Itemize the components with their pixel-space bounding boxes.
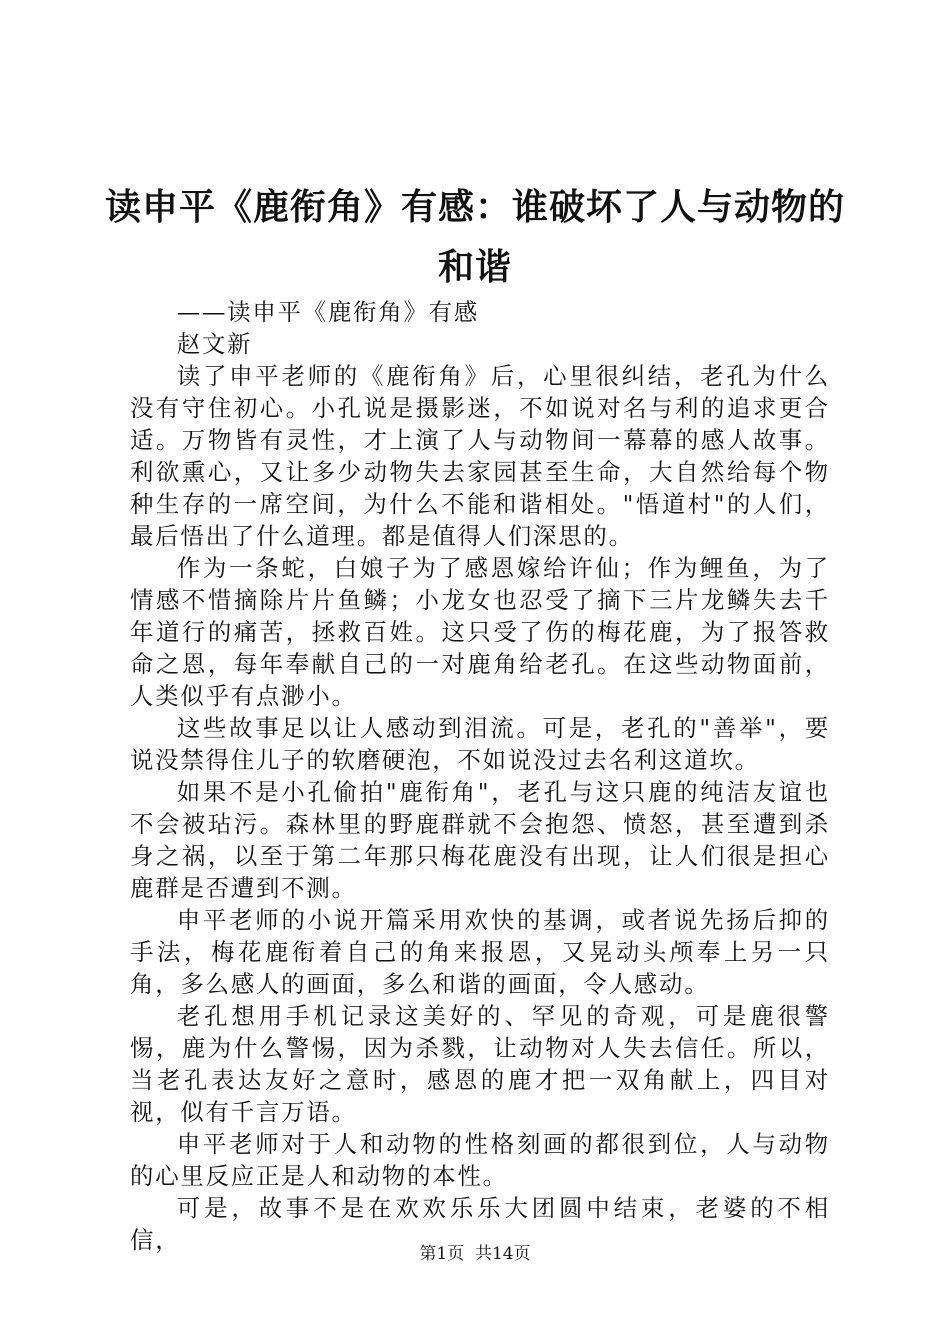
- paragraph: 老孔想用手机记录这美好的、罕见的奇观，可是鹿很警惕，鹿为什么警惕，因为杀戮，让动物对人失去信任。所以，当老孔表达友好之意时，感恩的鹿才把一双角献上，四目对视，似有千言万语。: [130, 1002, 830, 1126]
- page-footer: [0, 1243, 950, 1265]
- paragraph: 读了申平老师的《鹿衔角》后，心里很纠结，老孔为什么没有守住初心。小孔说是摄影迷，不如说对名与利的追求更合适。万物皆有灵性，才上演了人与动物间一幕幕的感人故事。利欲熏心，又让多少动物失去家园甚至生命，大自然给每个物种生存的一席空间，为什么不能和谐相处。"悟道村"的人们，最后悟出了什么道理。都是值得人们深思的。: [130, 362, 830, 550]
- author: 赵文新: [176, 330, 253, 358]
- subtitle: ——读申平《鹿衔角》有感: [176, 298, 480, 326]
- page-number: 第1页 共14页: [419, 1244, 531, 1264]
- document-title-line-2: 和谐: [437, 247, 512, 288]
- paragraph: 可是，故事不是在欢欢乐乐大团圆中结束，老婆的不相信，: [130, 1194, 830, 1254]
- document-body: [130, 296, 830, 1256]
- paragraph: 申平老师的小说开篇采用欢快的基调，或者说先扬后抑的手法，梅花鹿衔着自己的角来报恩，又晃动头颅奉上另一只角，多么感人的画面，多么和谐的画面，令人感动。: [130, 906, 830, 998]
- paragraph: 申平老师对于人和动物的性格刻画的都很到位，人与动物的心里反应正是人和动物的本性。: [130, 1130, 830, 1190]
- document-title-line-1: 读申平《鹿衔角》有感：谁破坏了人与动物的: [104, 187, 845, 228]
- paragraph: 作为一条蛇，白娘子为了感恩嫁给许仙；作为鲤鱼，为了情感不惜摘除片片鱼鳞；小龙女也忍受了摘下三片龙鳞失去千年道行的痛苦，拯救百姓。这只受了伤的梅花鹿，为了报答救命之恩，每年奉献自己的一对鹿角给老孔。在这些动物面前，人类似乎有点渺小。: [130, 554, 830, 710]
- paragraph: 这些故事足以让人感动到泪流。可是，老孔的"善举"，要说没禁得住儿子的软磨硬泡，不如说没过去名利这道坎。: [130, 714, 830, 774]
- paragraph: 如果不是小孔偷拍"鹿衔角"，老孔与这只鹿的纯洁友谊也不会被玷污。森林里的野鹿群就不会抱怨、愤怒，甚至遭到杀身之祸，以至于第二年那只梅花鹿没有出现，让人们很是担心鹿群是否遭到不测。: [130, 778, 830, 902]
